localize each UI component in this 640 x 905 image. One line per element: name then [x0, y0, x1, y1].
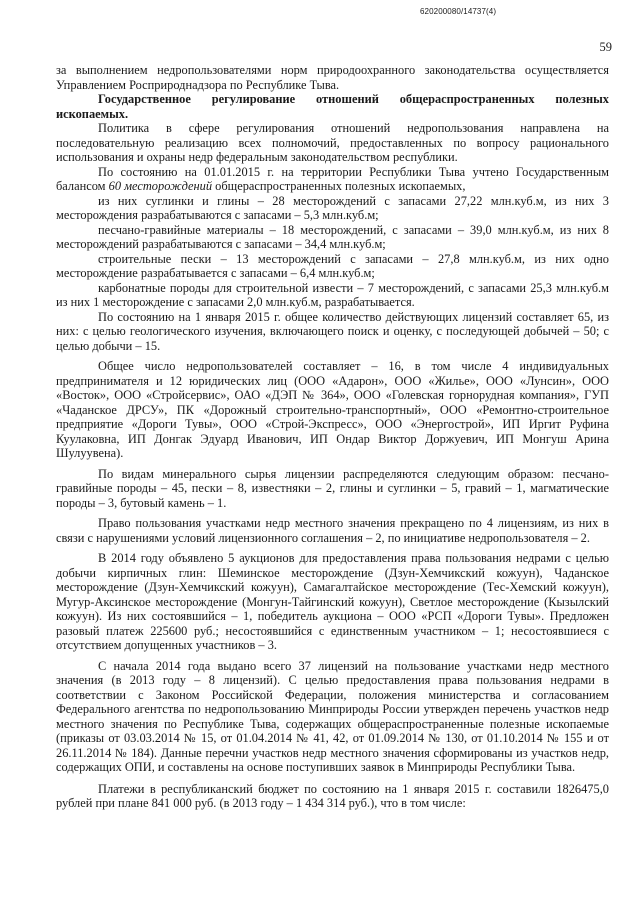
paragraph-intro: за выполнением недропользователями норм природоохранного законодательства осуществляется Управлением Росприроднадзора по Республике Тыва. [56, 63, 609, 92]
paragraph-carbonate: карбонатные породы для строительной извести – 7 месторождений, с запасами 25,3 млн.куб.м из них 1 месторождение с запасами 2,0 млн.куб.м, разрабатывается. [56, 280, 609, 309]
document-id: 620200080/14737(4) [420, 7, 497, 16]
paragraph-terminated-rights: Право пользования участками недр местного значения прекращено по 4 лицензиям, из них в связи с нарушениями условий лицензионного соглашения – 2, по инициативе недропользователя – 2. [56, 516, 609, 545]
balance-text-end: общераспространенных полезных ископаемых, [212, 179, 466, 193]
paragraph-sand-gravel: песчано-гравийные материалы – 18 месторождений, с запасами – 39,0 млн.куб.м, из них 8 месторождений разрабатываются с запасами – 34,4 млн.куб.м; [56, 222, 609, 251]
paragraph-building-sand: строительные пески – 13 месторождений с запасами – 27,8 млн.куб.м, из них одно месторождение разрабатывается с запасами – 6,4 млн.куб.м; [56, 251, 609, 280]
paragraph-policy: Политика в сфере регулирования отношений недропользования направлена на последовательную реализацию всех полномочий, предоставленных по вопросу рационального использования и охраны недр федеральным законодательством республики. [56, 121, 609, 164]
paragraph-auctions: В 2014 году объявлено 5 аукционов для предоставления права пользования недрами с целью добычи кирпичных глин: Шеминское месторождение (Дзун-Хемчикский кожуун), Чаданское месторождение (Дзун-Хемчикский кожуун), Самагалтайское месторождение (Тес-Хемский кожуун), Мугур-Аксинское месторождение (Монгун-Тайгинский кожуун), Светлое месторождение (Кызылский кожуун). Из них состоявшийся – 1, победитель аукциона – ООО «РСП «Дороги Тувы». Предложен разовый платеж 225600 руб.; несостоявшийся с единственным участником – 1; несостоявшиеся с отсутствием допущенных участников – 3. [56, 551, 609, 652]
balance-text-start: По состоянию на 01.01.2015 г. на территории Республики Тыва учтено Государственным балансом [56, 164, 609, 193]
paragraph-licenses-count: По состоянию на 1 января 2015 г. общее количество действующих лицензий составляет 65, из них: с целью геологического изучения, включающего поиск и оценку, с последующей добычей – 50; с целью добычи – 15. [56, 309, 609, 353]
balance-count-emphasis: 60 месторождений [108, 179, 213, 193]
document-body [56, 63, 609, 811]
paragraph-mineral-types: По видам минерального сырья лицензии распределяются следующим образом: песчано-гравийные породы – 45, пески – 8, известняки – 2, глины и суглинки – 5, гравий – 1, магматические породы – 3, бутовый камень – 1. [56, 466, 609, 510]
section-heading: Государственное регулирование отношений общераспространенных полезных ископаемых. [56, 92, 609, 121]
paragraph-subsoil-users: Общее число недропользователей составляет – 16, в том числе 4 индивидуальных предпринимателя и 12 юридических лиц (ООО «Адарон», ООО «Жилье», ООО «Лунсин», ООО «Восток», ООО «Стройсервис», ОАО «ДЭП № 364», ООО «Голевская горнорудная компания», ГУП «Чаданское ДРСУ», ПК «Дорожный строительно-транспортный», ООО «Ремонтно-строительное предприятие «Дороги Тувы», ООО «Строй-Экспресс», ООО «Энергострой», ИП Иргит Руфина Куулаковна, ИП Донгак Эдуард Иванович, ИП Ондар Виктор Доржуевич, ИП Монгуш Арина Шулуувена). [56, 359, 609, 460]
page-number: 59 [599, 40, 612, 54]
paragraph-balance [56, 165, 609, 194]
paragraph-loam-clay: из них суглинки и глины – 28 месторождений с запасами 27,22 млн.куб.м, из них 3 месторождения разрабатываются с запасами – 5,3 млн.куб.м; [56, 193, 609, 222]
paragraph-licenses-issued: С начала 2014 года выдано всего 37 лицензий на пользование участками недр местного значения (в 2013 году – 8 лицензий). С целью предоставления права пользования недрами в соответствии с Законом Российской Федерации, положения министерства и согласованием Федерального агентства по недропользованию Минприроды России утвержден перечень участков недр местного значения по Республике Тыва, содержащих общераспространенные полезные ископаемые (приказы от 03.03.2014 № 15, от 01.04.2014 № 41, 42, от 01.09.2014 № 130, от 01.10.2014 № 155 и от 26.11.2014 № 184). Данные перечни участков недр местного значения сформированы из участков недр, содержащих ОПИ, и составлены на основе поступивших заявок в Минприроды Республики Тыва. [56, 658, 609, 774]
paragraph-budget-payments: Платежи в республиканский бюджет по состоянию на 1 января 2015 г. составили 1826475,0 рублей при плане 841 000 руб. (в 2013 году – 1 434 314 руб.), что в том числе: [56, 781, 609, 810]
